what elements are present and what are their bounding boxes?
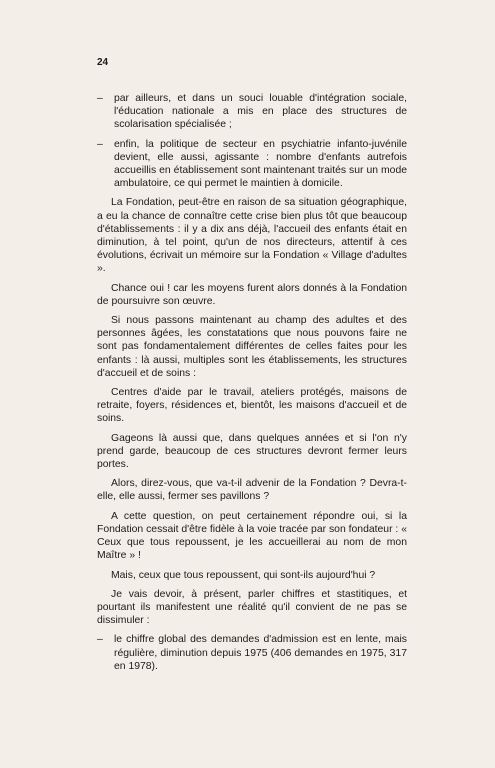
paragraph: Si nous passons maintenant au champ des adultes et des personnes âgées, les constatations que nous pouvons faire ne sont pas fondamentalement différentes de celles faites pour les enfants : là aussi, multiples sont les établissements, les structures d'accueil et de soins : xyxy=(97,315,407,379)
paragraph: A cette question, on peut certainement répondre oui, si la Fondation cessait d'être fidèle à la voie tracée par son fondateur : « Ceux que tous repoussent, je les accueillerai au nom de mon Maître » ! xyxy=(97,510,407,562)
list-dash: – xyxy=(97,634,103,646)
paragraph: Centres d'aide par le travail, ateliers protégés, maisons de retraite, foyers, résidences et, bientôt, les maisons d'accueil et de soins. xyxy=(97,387,407,425)
paragraph: La Fondation, peut-être en raison de sa situation géographique, a eu la chance de connaître cette crise bien plus tôt que beaucoup d'établissements : il y a dix ans déjà, l'accueil des enfants était en diminution, à tel point, qu'un de nos directeurs, attentif à ces évolutions, écrivait un mémoire sur la Fondation « Village d'adultes ». xyxy=(97,197,407,275)
list-item-text: par ailleurs, et dans un souci louable d'intégration sociale, l'éducation nationale a mis en place des structures de scolarisation spécialisée ; xyxy=(114,93,407,131)
page-number: 24 xyxy=(97,57,109,68)
paragraph: Gageons là aussi que, dans quelques années et si l'on n'y prend garde, beaucoup de ces structures devront fermer leurs portes. xyxy=(97,432,407,471)
list-item xyxy=(97,92,407,132)
paragraph: Chance oui ! car les moyens furent alors donnés à la Fondation de poursuivre son œuvre. xyxy=(97,282,407,307)
body-text xyxy=(97,92,407,679)
paragraph: Mais, ceux que tous repoussent, qui sont-ils aujourd'hui ? xyxy=(111,569,376,581)
paragraph: Alors, direz-vous, que va-t-il advenir de la Fondation ? Devra-t-elle, elle aussi, fermer ses pavillons ? xyxy=(97,478,407,503)
paragraph: Je vais devoir, à présent, parler chiffres et stastitiques, et pourtant ils manifestent une réalité qu'il convient de ne pas se dissimuler : xyxy=(97,588,407,627)
list-item xyxy=(97,633,407,673)
list-dash: – xyxy=(97,93,103,104)
list-item-text: le chiffre global des demandes d'admission est en lente, mais régulière, diminution depuis 1975 (406 demandes en 1975, 317 en 1978). xyxy=(114,634,407,672)
list-item xyxy=(97,138,407,191)
list-item-text: enfin, la politique de secteur en psychiatrie infanto-juvénile devient, elle aussi, agissante : nombre d'enfants autrefois accueillis en établissement sont maintenant traités sur un mode ambulatoire, ce qui permet le maintien à domicile. xyxy=(114,138,407,190)
list-dash: – xyxy=(97,138,103,150)
